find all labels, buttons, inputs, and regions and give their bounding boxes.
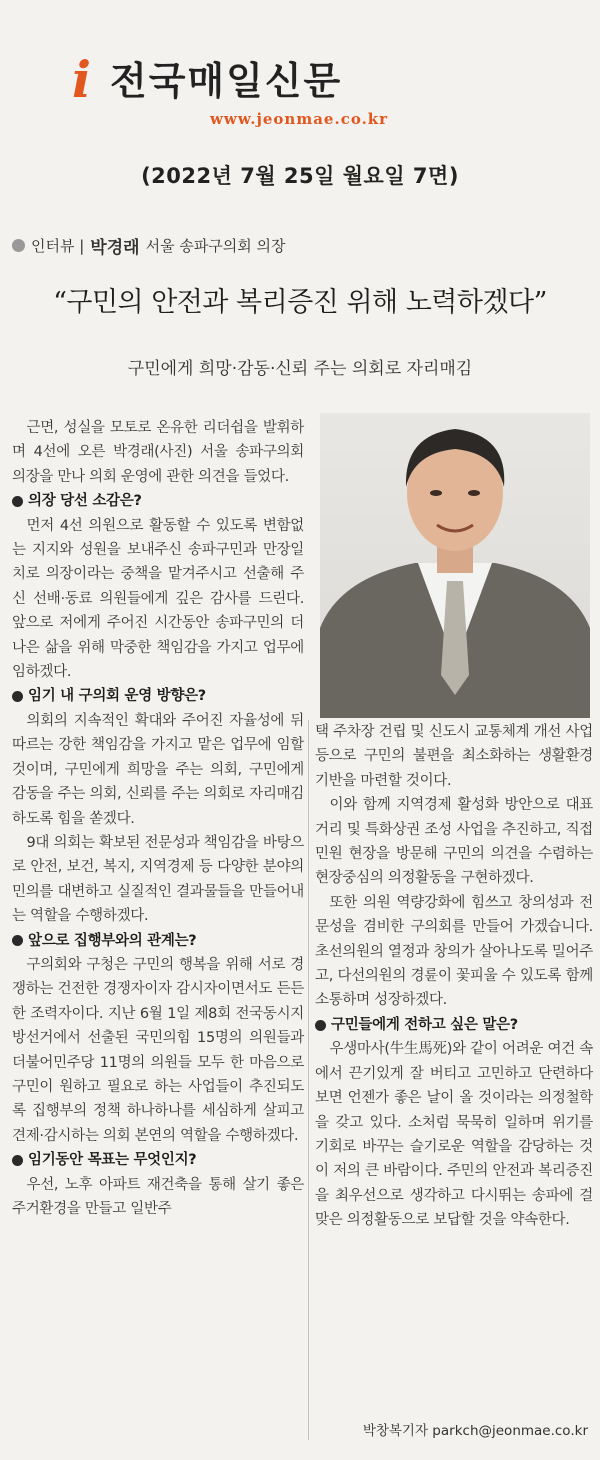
question-3 xyxy=(12,929,304,953)
question-text: 임기동안 목표는 무엇인지? xyxy=(28,1152,197,1169)
question-5 xyxy=(315,1013,593,1037)
portrait-illustration xyxy=(320,413,590,718)
publication-date: (2022년 7월 25일 월요일 7면) xyxy=(141,164,459,188)
answer-paragraph: 구의회와 구청은 구민의 행복을 위해 서로 경쟁하는 건전한 경쟁자이자 감시자이면서도 든든한 조력자이다. 지난 6월 1일 제8회 전국동시지방선거에서 선출된 국민의힘 15명의 의원들과 더불어민주당 11명의 의원들 모두 한 마음으로 구민이 원하고 필요로 하는 사업들이 추진되도록 집행부의 정책 하나하나를 세심하게 살피고 견제·감시하는 의회 본연의 역할을 수행하겠다. xyxy=(12,956,304,1144)
question-2 xyxy=(12,684,304,708)
bullet-icon xyxy=(315,1020,326,1031)
portrait-photo xyxy=(320,413,590,718)
answer-paragraph: 또한 의원 역량강화에 힘쓰고 창의성과 전문성을 겸비한 구의회를 만들어 가겠습니다. 초선의원의 열정과 창의가 살아나도록 밀어주고, 다선의원의 경륜이 꽃피울 수 있도록 함께 소통하며 성장하겠다. xyxy=(315,894,593,1009)
section-label: 인터뷰 | xyxy=(31,237,85,255)
logo-i-mark: i xyxy=(72,50,91,109)
answer-paragraph: 이와 함께 지역경제 활성화 방안으로 대표거리 및 특화상권 조성 사업을 추진하고, 직접 민원 현장을 방문해 구민의 의견을 수렴하는 현장중심의 의정활동을 구현하겠다. xyxy=(315,797,593,887)
intro-paragraph: 근면, 성실을 모토로 온유한 리더쉽을 발휘하며 4선에 오른 박경래(사진) 서울 송파구의회 의장을 만나 의회 운영에 관한 의견을 들었다. xyxy=(12,420,304,485)
answer-paragraph: 우선, 노후 아파트 재건축을 통해 살기 좋은 주거환경을 만들고 일반주 xyxy=(12,1176,304,1217)
article-column-1 xyxy=(12,416,304,1221)
question-text: 구민들에게 전하고 싶은 말은? xyxy=(331,1016,518,1033)
answer-paragraph: 우생마사(牛生馬死)와 같이 어려운 여건 속에서 끈기있게 잘 버티고 고민하고 단련하다보면 언젠가 좋은 날이 올 것이라는 의정철학을 갖고 있다. 소처럼 묵묵히 일하며 위기를 기회로 바꾸는 슬기로운 역할을 감당하는 것이 저의 큰 바람이다. 주민의 안전과 복리증진을 최우선으로 생각하고 다시뛰는 송파에 걸맞은 의정활동으로 보답할 것을 약속한다. xyxy=(315,1041,593,1229)
newspaper-url: www.jeonmae.co.kr xyxy=(210,110,389,128)
question-text: 임기 내 구의회 운영 방향은? xyxy=(28,688,206,705)
question-1 xyxy=(12,489,304,513)
article-column-2 xyxy=(315,720,593,1233)
answer-paragraph: 9대 의회는 확보된 전문성과 책임감을 바탕으로 안전, 보건, 복지, 지역경제 등 다양한 분야의 민의를 대변하고 실질적인 결과물들을 만들어내는 역할을 수행하겠다. xyxy=(12,834,304,925)
question-text: 앞으로 집행부와의 관계는? xyxy=(28,932,197,949)
subheadline: 구민에게 희망·감동·신뢰 주는 의회로 자리매김 xyxy=(127,359,473,379)
answer-paragraph: 먼저 4선 의원으로 활동할 수 있도록 변함없는 지지와 성원을 보내주신 송파구민과 만장일치로 의장이라는 중책을 맡겨주시고 선출해 주신 선배·동료 의원들에게 깊은 감사를 드린다. 앞으로 저에게 주어진 시간동안 송파구민의 더 나은 삶을 위해 막중한 책임감을 가지고 업무에 임하겠다. xyxy=(12,517,304,681)
headline: “구민의 안전과 복리증진 위해 노력하겠다” xyxy=(53,287,547,318)
interviewee-name: 박경래 xyxy=(90,238,140,258)
question-4 xyxy=(12,1148,304,1172)
bullet-icon xyxy=(12,239,25,252)
answer-paragraph: 의회의 지속적인 확대와 주어진 자율성에 뒤따르는 강한 책임감을 가지고 맡은 업무에 임할 것이며, 구민에게 희망을 주는 의회, 구민에게 감동을 주는 의회, 신뢰를 주는 의회로 자리매김하도록 힘을 쏟겠다. xyxy=(12,712,304,827)
newspaper-name: 전국매일신문 xyxy=(110,59,343,103)
column-divider xyxy=(308,720,309,1440)
masthead xyxy=(0,50,600,145)
bullet-icon xyxy=(12,935,23,946)
answer-paragraph: 택 주차장 건립 및 신도시 교통체계 개선 사업 등으로 구민의 불편을 최소화하는 생활환경 기반을 마련할 것이다. xyxy=(315,724,593,789)
bullet-icon xyxy=(12,1155,23,1166)
interview-tag xyxy=(12,233,286,258)
bullet-icon xyxy=(12,496,23,507)
interviewee-title: 서울 송파구의회 의장 xyxy=(145,237,286,255)
question-text: 의장 당선 소감은? xyxy=(28,493,142,510)
bullet-icon xyxy=(12,691,23,702)
byline: 박창복기자 parkch@jeonmae.co.kr xyxy=(362,1423,588,1439)
